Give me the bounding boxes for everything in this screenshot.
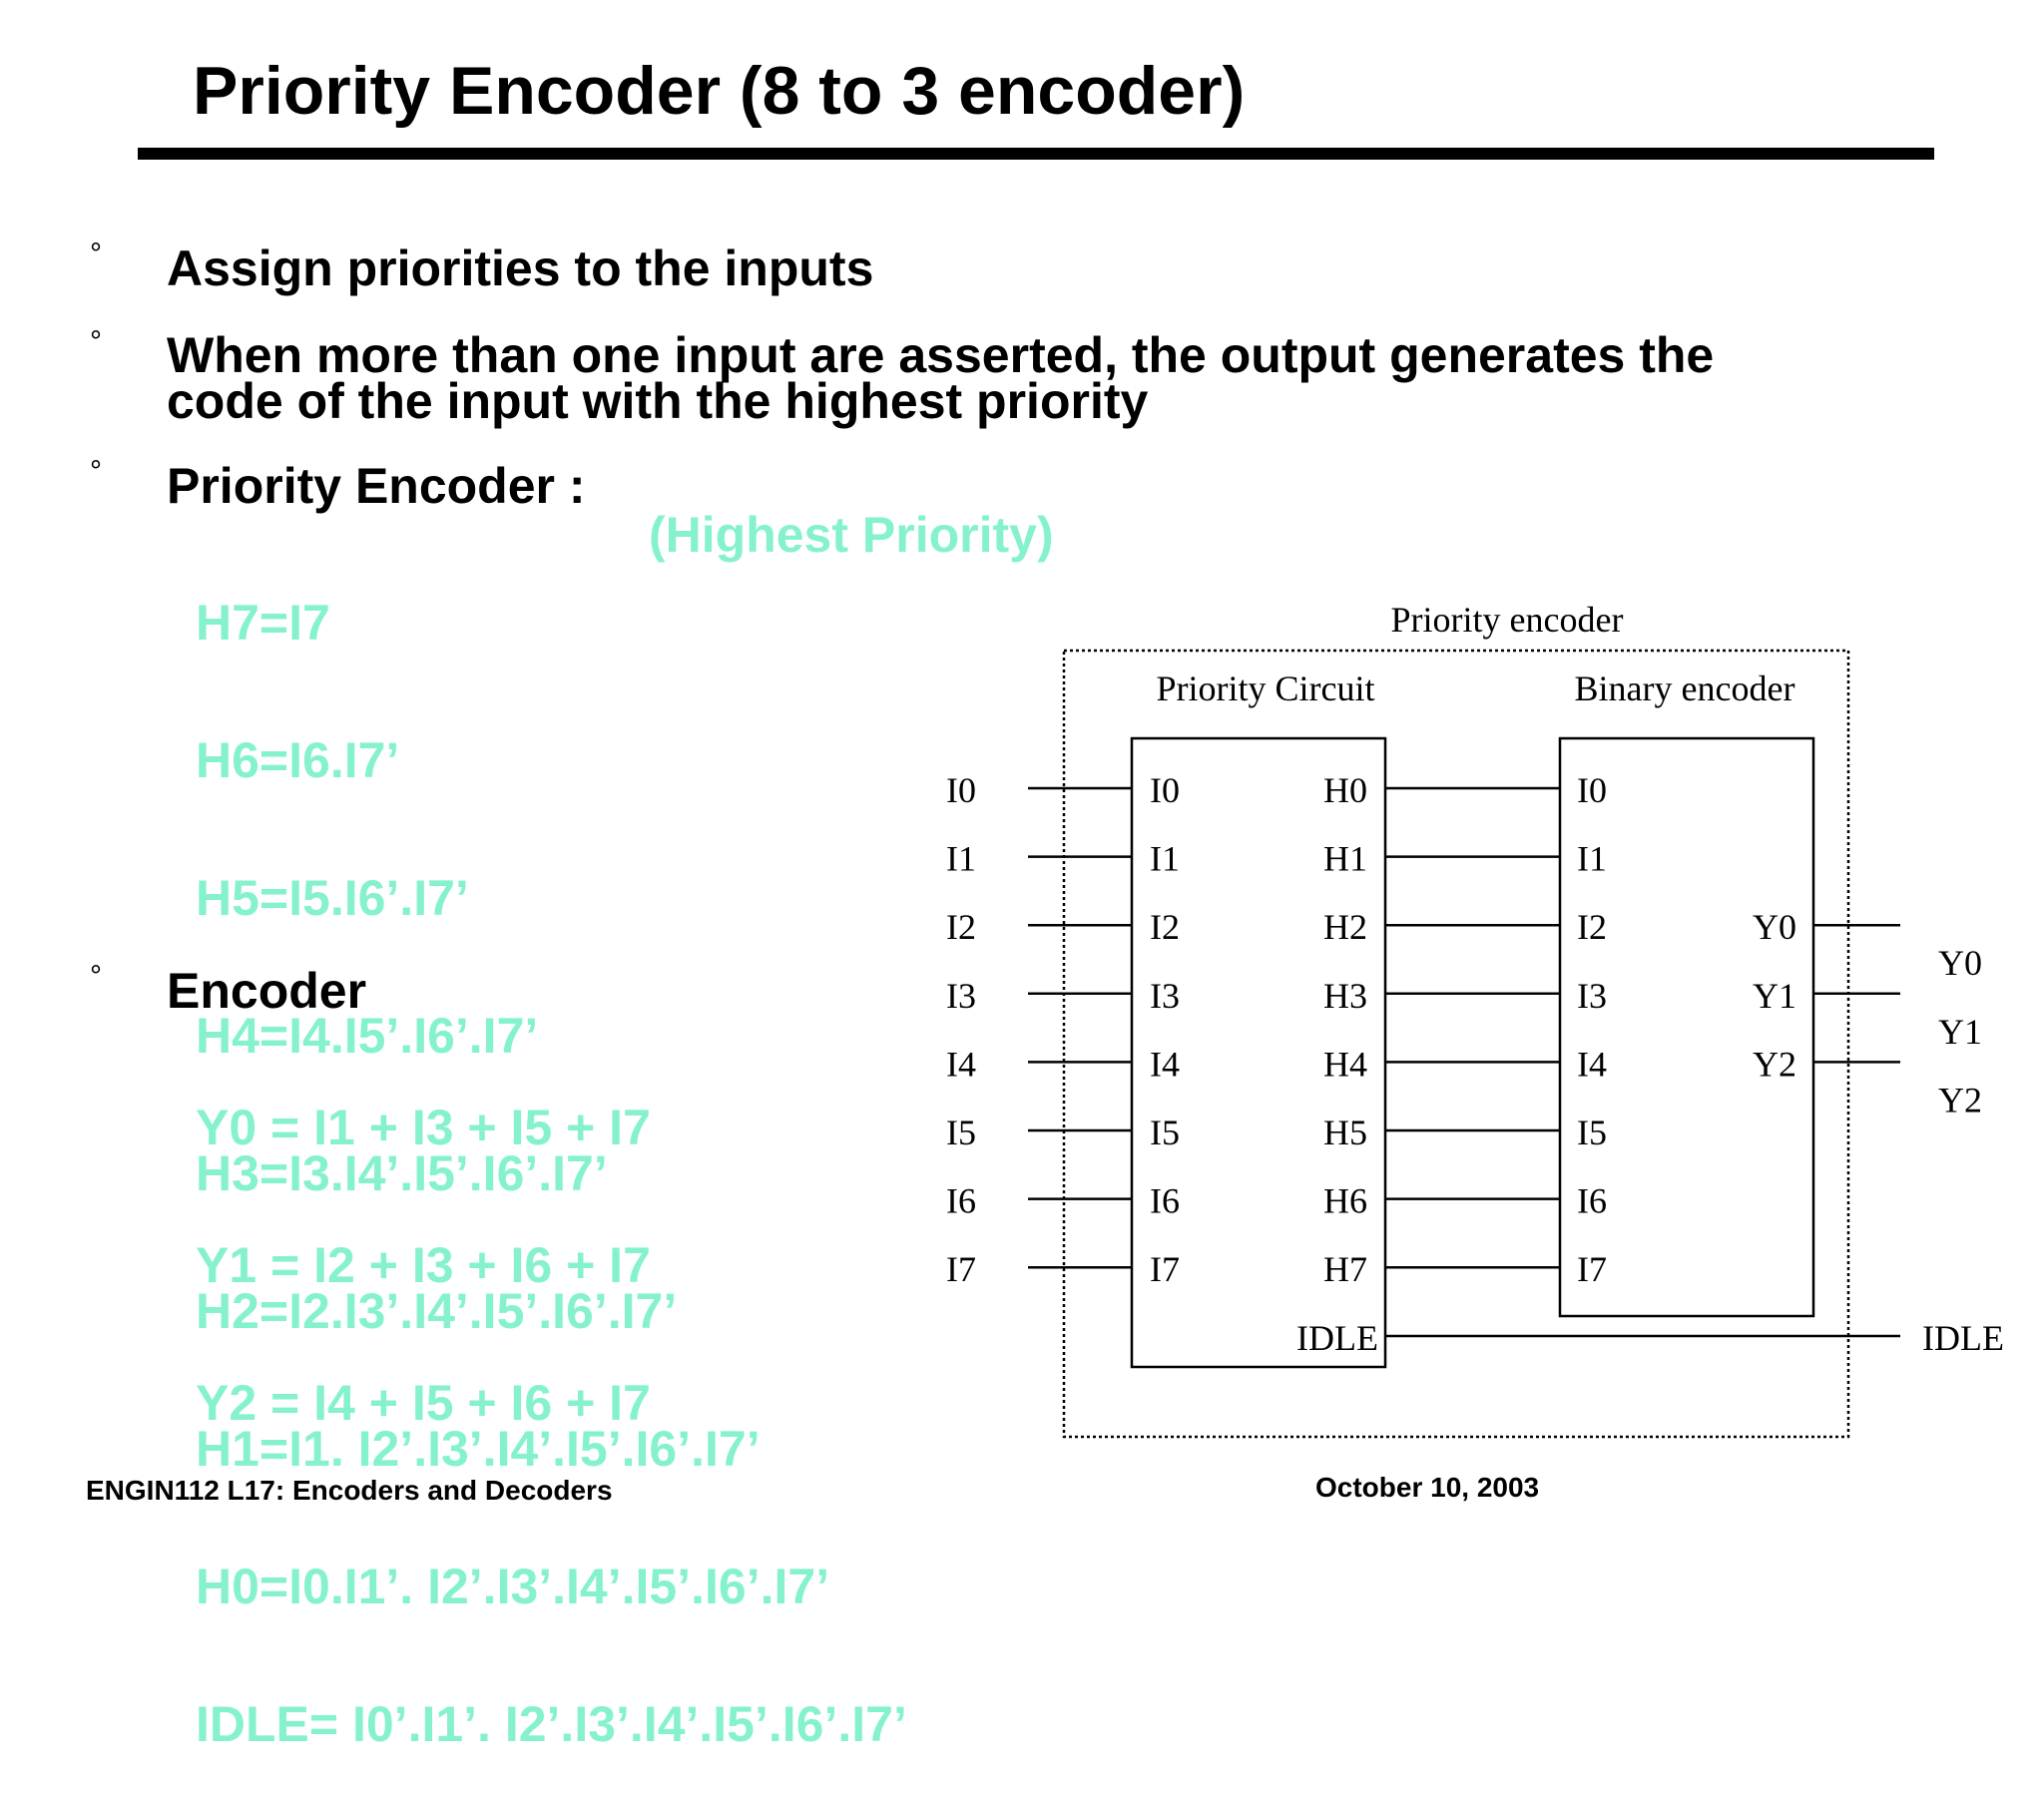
bullet-multiple-asserted-line1: When more than one input are asserted, the output generates the [167, 327, 1715, 383]
bullet-marker: ° [90, 325, 102, 358]
external-idle-label: IDLE [1922, 1318, 2004, 1358]
outer-label: Priority encoder [1390, 600, 1624, 640]
be-output-label: Y2 [1753, 1044, 1796, 1085]
equation-h0: H0=I0.I1’. I2’.I3’.I4’.I5’.I6’.I7’ [196, 1559, 830, 1614]
pc-idle-label: IDLE [1296, 1318, 1378, 1358]
pc-output-label: H0 [1323, 770, 1367, 810]
be-input-label: I3 [1577, 975, 1607, 1016]
bullet-priority-encoder: Priority Encoder : [167, 458, 586, 514]
bullet-marker: ° [90, 960, 102, 993]
footer-date: October 10, 2003 [1315, 1472, 1540, 1503]
pc-input-label: I1 [1150, 838, 1180, 879]
pc-input-label: I0 [1150, 770, 1180, 810]
external-input-label: I6 [946, 1180, 976, 1221]
pc-input-label: I4 [1150, 1044, 1180, 1085]
highest-priority-note: (Highest Priority) [649, 507, 1054, 563]
be-input-label: I2 [1577, 907, 1607, 948]
pc-output-label: H7 [1323, 1249, 1367, 1290]
pc-output-label: H4 [1323, 1044, 1367, 1085]
be-input-label: I5 [1577, 1113, 1607, 1152]
external-input-label: I5 [946, 1113, 976, 1152]
equation-idle: IDLE= I0’.I1’. I2’.I3’.I4’.I5’.I6’.I7’ [196, 1696, 907, 1752]
pc-output-label: H5 [1323, 1113, 1367, 1152]
be-output-label: Y1 [1753, 975, 1796, 1016]
be-input-label: I1 [1577, 838, 1607, 879]
external-input-label: I0 [946, 770, 976, 810]
be-input-label: I4 [1577, 1044, 1607, 1085]
external-output-label: Y1 [1938, 1011, 1982, 1052]
equation-h2: H2=I2.I3’.I4’.I5’.I6’.I7’ [196, 1283, 678, 1339]
external-input-label: I7 [946, 1249, 976, 1290]
equation-h7: H7=I7 [196, 595, 330, 651]
bullet-marker: ° [90, 455, 102, 488]
equation-y1: Y1 = I2 + I3 + I6 + I7 [196, 1237, 651, 1293]
external-output-label: Y2 [1938, 1080, 1982, 1121]
be-input-label: I6 [1577, 1180, 1607, 1221]
equation-h3: H3=I3.I4’.I5’.I6’.I7’ [196, 1145, 608, 1201]
pc-input-label: I3 [1150, 975, 1180, 1016]
footer-course: ENGIN112 L17: Encoders and Decoders [86, 1475, 613, 1506]
outer-dotted-box [1064, 651, 1848, 1437]
equation-y2: Y2 = I4 + I5 + I6 + I7 [196, 1375, 651, 1431]
pc-output-label: H2 [1323, 907, 1367, 948]
pc-output-label: H6 [1323, 1180, 1367, 1221]
equation-h6: H6=I6.I7’ [196, 732, 400, 788]
pc-input-label: I2 [1150, 907, 1180, 948]
bullet-encoder: Encoder [167, 963, 367, 1019]
pc-input-label: I6 [1150, 1180, 1180, 1221]
binary-encoder-label: Binary encoder [1574, 669, 1795, 708]
be-output-label: Y0 [1753, 907, 1796, 948]
be-input-label: I0 [1577, 770, 1607, 810]
be-input-label: I7 [1577, 1249, 1607, 1290]
equation-h1: H1=I1. I2’.I3’.I4’.I5’.I6’.I7’ [196, 1421, 761, 1477]
bullet-multiple-asserted-line2: code of the input with the highest priority [167, 373, 1149, 429]
pc-output-label: H1 [1323, 838, 1367, 879]
equation-y0: Y0 = I1 + I3 + I5 + I7 [196, 1100, 651, 1155]
external-output-label: Y0 [1938, 943, 1982, 984]
equation-h5: H5=I5.I6’.I7’ [196, 870, 469, 926]
pc-input-label: I5 [1150, 1113, 1180, 1152]
external-input-label: I1 [946, 838, 976, 879]
binary-encoder-box [1560, 738, 1813, 1316]
external-input-label: I2 [946, 907, 976, 948]
bullet-assign-priorities: Assign priorities to the inputs [167, 240, 874, 296]
pc-output-label: H3 [1323, 975, 1367, 1016]
pc-input-label: I7 [1150, 1249, 1180, 1290]
equation-h4: H4=I4.I5’.I6’.I7’ [196, 1008, 539, 1064]
bullet-marker: ° [90, 237, 102, 270]
priority-circuit-label: Priority Circuit [1156, 669, 1375, 708]
external-input-label: I3 [946, 975, 976, 1016]
external-input-label: I4 [946, 1044, 976, 1085]
slide-title: Priority Encoder (8 to 3 encoder) [193, 53, 1246, 129]
